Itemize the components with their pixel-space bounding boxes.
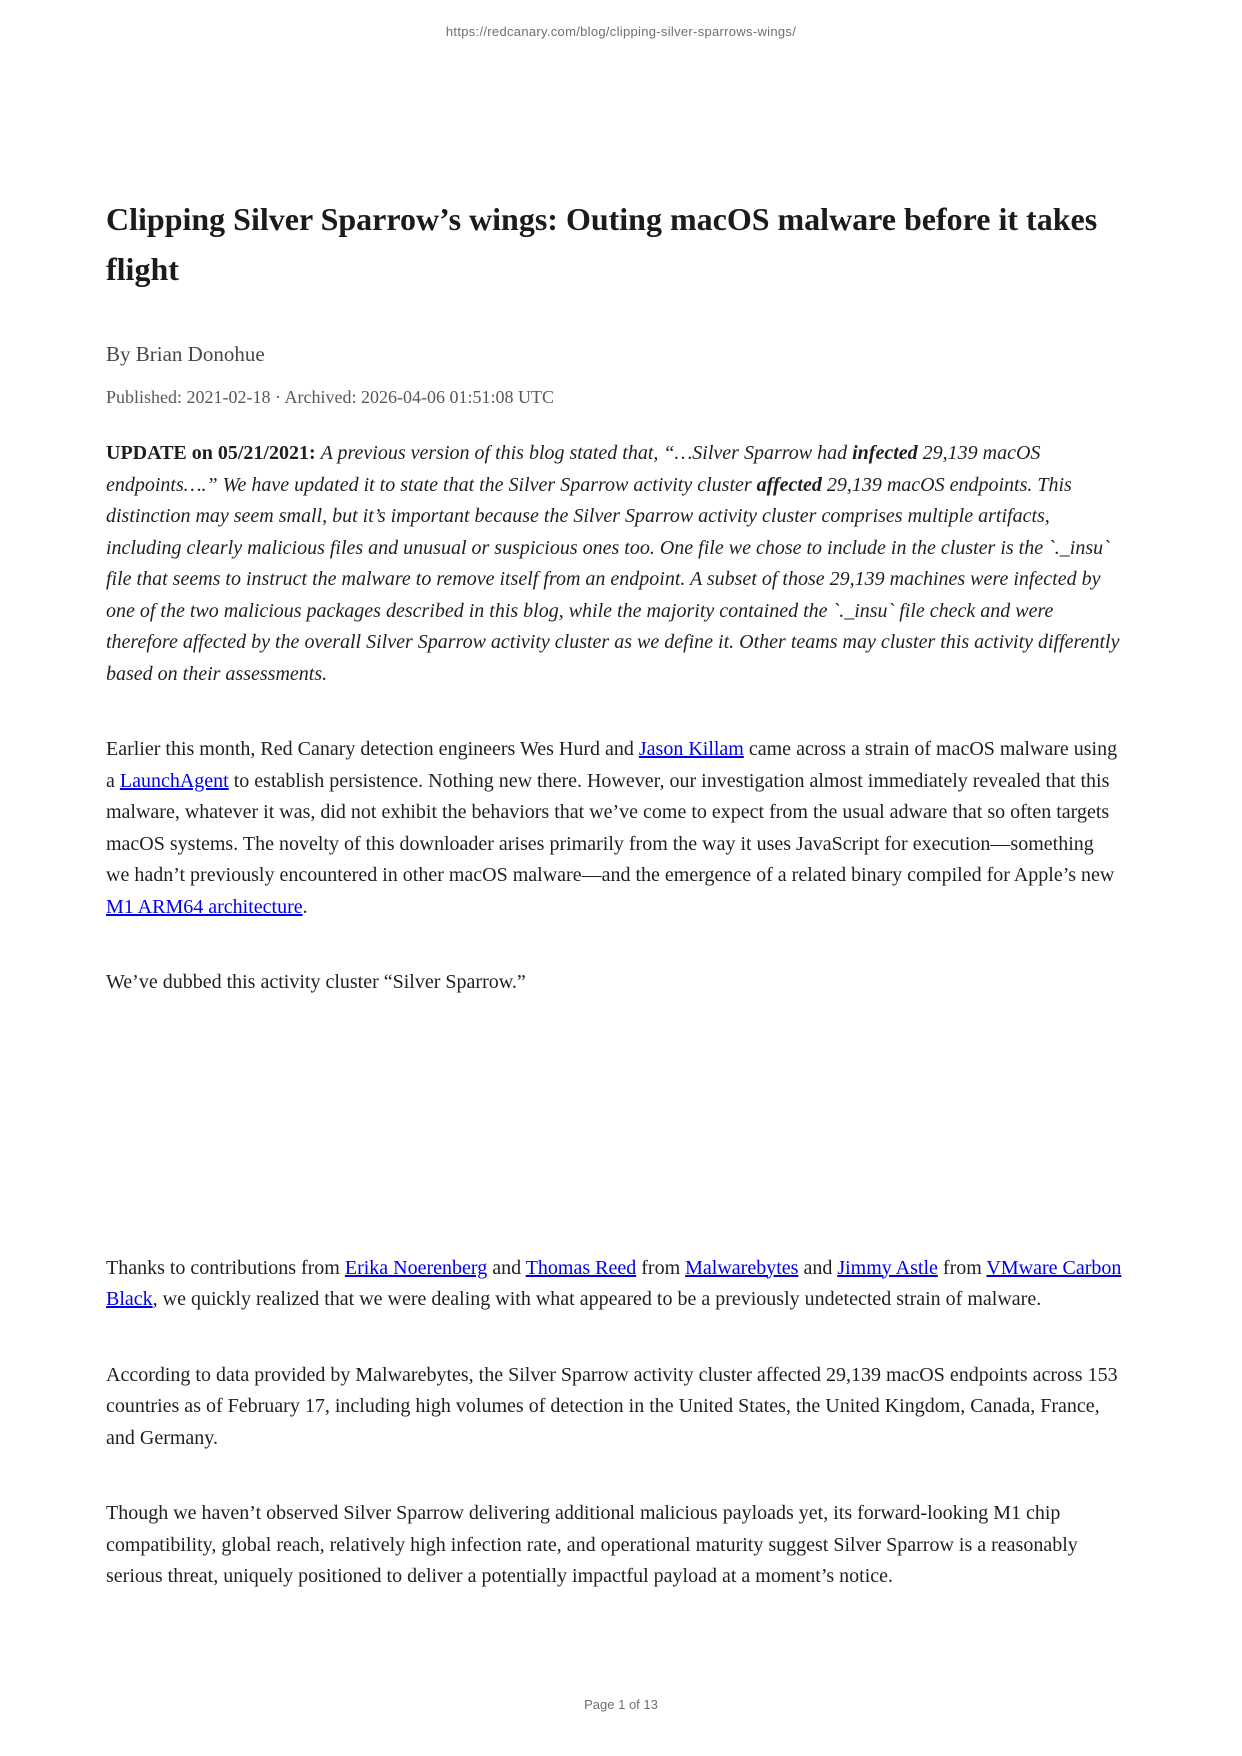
paragraph-intro: Earlier this month, Red Canary detection engineers Wes Hurd and Jason Killam came across a strain of macOS malware using a LaunchAgent to establish persistence. Nothing new there. However, our investigation almost immediately revealed that this malware, whatever it was, did not exhibit the behaviors that we’ve come to expect from the usual adware that so often targets macOS systems. The novelty of this downloader arises primarily from the way it uses JavaScript for execution—something we hadn’t previously encountered in other macOS malware—and the emergence of a related binary compiled for Apple’s new M1 ARM64 architecture. <box>106 738 1118 918</box>
article-content <box>106 0 1122 1593</box>
paragraph-thanks: Thanks to contributions from Erika Noerenberg and Thomas Reed from Malwarebytes and Jimmy Astle from VMware Carbon Black, we quickly realized that we were dealing with what appeared to be a previously undetected strain of malware. <box>106 1256 1122 1310</box>
author-byline: By Brian Donohue <box>106 342 265 366</box>
link-jason-killam[interactable]: Jason Killam <box>638 738 744 760</box>
emphasized-text: UPDATE on 05/21/2021: <box>106 442 321 464</box>
publish-archive-meta: Published: 2021-02-18 · Archived: 2026-04-06 01:51:08 UTC <box>106 387 554 407</box>
link-launchagent[interactable]: LaunchAgent <box>119 769 229 792</box>
paragraph-dubbed: We’ve dubbed this activity cluster “Silver Sparrow.” <box>106 971 526 993</box>
page-number-footer: Page 1 of 13 <box>584 1697 658 1712</box>
paragraph-update: UPDATE on 05/21/2021: A previous version of this blog stated that, “…Silver Sparrow had infected 29,139 macOS endpoints….” We have updated it to state that the Silver Sparrow activity cluster affected 29,139 macOS endpoints. This distinction may seem small, but it’s important because the Silver Sparrow activity cluster comprises multiple artifacts, including clearly malicious files and unusual or suspicious ones too. One file we chose to include in the cluster is the `._insu` file that seems to instruct the malware to remove itself from an endpoint. A subset of those 29,139 machines were infected by one of the two malicious packages described in this blog, while the majority contained the `._insu` file check and were therefore affected by the overall Silver Sparrow activity cluster as we define it. Other teams may cluster this activity differently based on their assessments. <box>106 442 1120 685</box>
paragraph-according: According to data provided by Malwarebytes, the Silver Sparrow activity cluster affected 29,139 macOS endpoints across 153 countries as of February 17, including high volumes of detection in the United States, the United Kingdom, Canada, France, and Germany. <box>106 1363 1118 1449</box>
link-vmware-carbon-black[interactable]: VMware Carbon Black <box>106 1256 1122 1310</box>
link-jimmy-astle[interactable]: Jimmy Astle <box>837 1256 938 1279</box>
source-url: https://redcanary.com/blog/clipping-silver-sparrows-wings/ <box>445 24 797 39</box>
link-thomas-reed[interactable]: Thomas Reed <box>525 1256 637 1279</box>
link-m1-arm64-architecture[interactable]: M1 ARM64 architecture <box>106 895 303 918</box>
missing-image-placeholder <box>106 999 1122 1209</box>
link-malwarebytes[interactable]: Malwarebytes <box>685 1256 799 1279</box>
page-title: Clipping Silver Sparrow’s wings: Outing macOS malware before it takes flight <box>106 201 1098 287</box>
link-erika-noerenberg[interactable]: Erika Noerenberg <box>344 1256 488 1279</box>
emphasized-text: affected <box>756 473 822 496</box>
emphasized-text: infected <box>852 442 918 464</box>
paragraph-threat: Though we haven’t observed Silver Sparrow delivering additional malicious payloads yet, its forward-looking M1 chip compatibility, global reach, relatively high infection rate, and operational maturity suggest Silver Sparrow is a reasonably serious threat, uniquely positioned to deliver a potentially impactful payload at a moment’s notice. <box>106 1502 1078 1587</box>
